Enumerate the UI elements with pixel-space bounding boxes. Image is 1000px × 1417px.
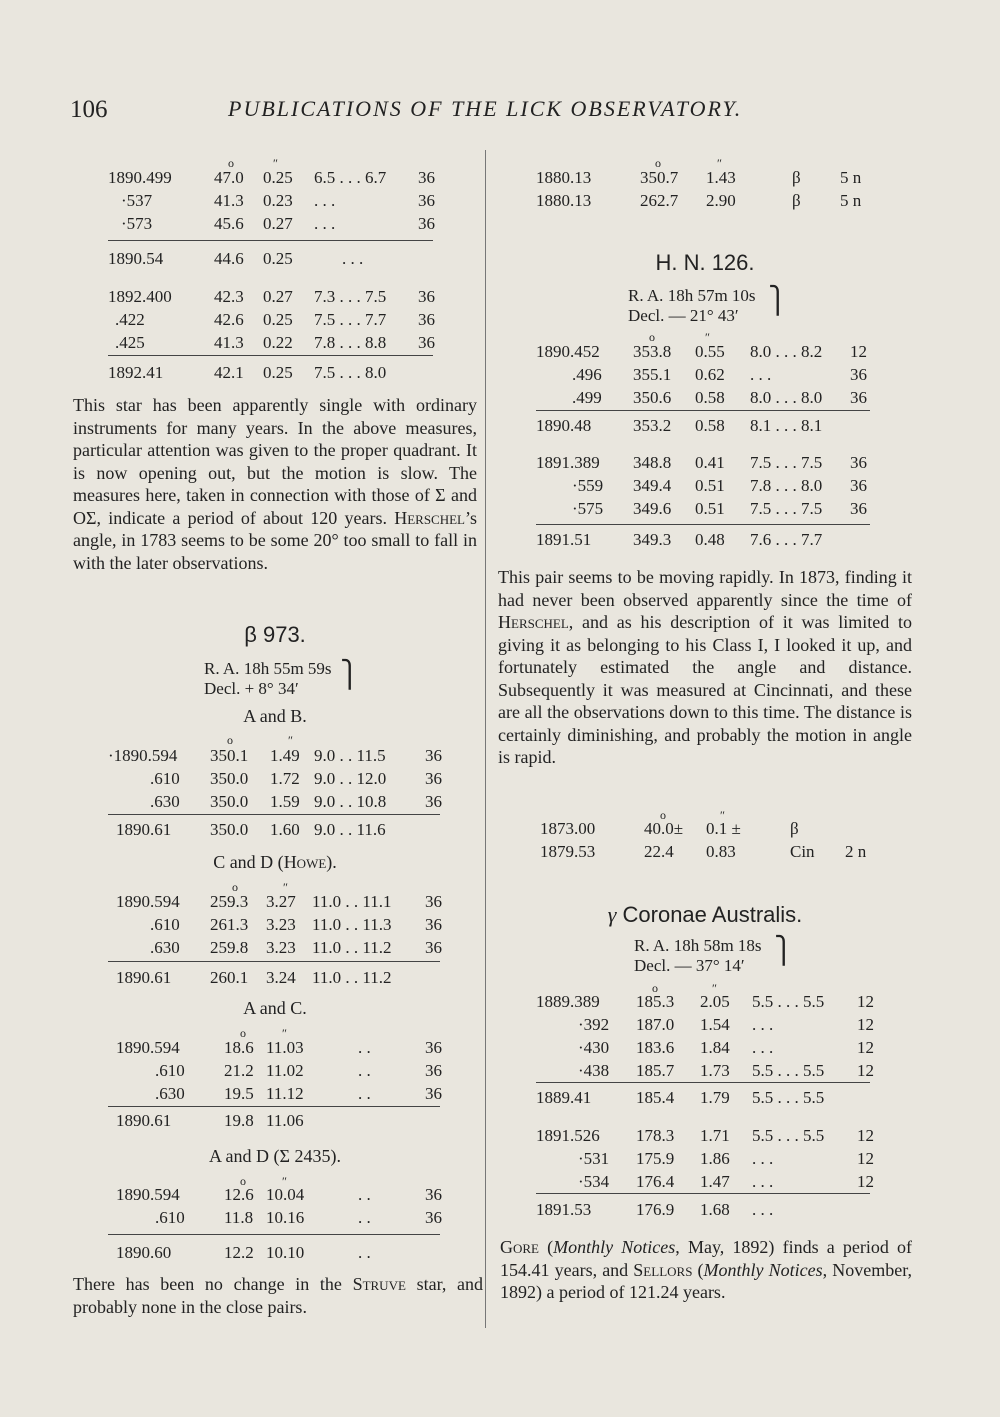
epoch-cell: 1873.00 <box>540 819 596 838</box>
paragraph-text: , November, 1892) a period of 121.24 years. <box>500 1259 912 1302</box>
magnitude-cell: 8.1 . . . 8.1 <box>750 416 823 435</box>
magnitude-cell: 11.0 . . 11.3 <box>312 915 392 934</box>
epoch-cell: 1890.594 <box>116 1038 180 1057</box>
magnitude-cell: 9.0 . . 12.0 <box>314 769 387 788</box>
epoch-cell: ·531 <box>578 1149 610 1168</box>
epoch-cell: 1891.526 <box>536 1126 600 1145</box>
epoch-cell: ·438 <box>578 1061 610 1080</box>
nights-cell: 12 <box>857 1015 874 1034</box>
paragraph-left-2 <box>73 1273 483 1318</box>
distance-cell: 3.24 <box>266 968 296 987</box>
epoch-cell: 1890.48 <box>536 416 592 435</box>
nights-cell: 12 <box>850 342 867 361</box>
magnitude-cell: β <box>792 168 801 187</box>
paragraph-right-1 <box>498 566 912 769</box>
angle-cell: 19.8 <box>224 1111 254 1130</box>
angle-cell: 12.2 <box>224 1243 254 1262</box>
arcsec-unit: ″ <box>282 1174 287 1188</box>
epoch-cell: 1890.594 <box>116 892 180 911</box>
source-title: Monthly Notices <box>703 1259 823 1280</box>
epoch-cell: 1892.400 <box>108 287 172 306</box>
angle-cell: 175.9 <box>636 1149 675 1168</box>
dec-value: + 8° 34′ <box>244 679 299 698</box>
magnitude-cell: 7.8 . . . 8.0 <box>750 476 823 495</box>
epoch-cell: 1889.41 <box>536 1088 592 1107</box>
angle-cell: 349.6 <box>633 499 672 518</box>
angle-cell: 350.7 <box>640 168 679 187</box>
angle-cell: 42.3 <box>214 287 244 306</box>
degree-unit: o <box>660 808 666 822</box>
nights-cell: 36 <box>425 1061 442 1080</box>
nights-cell: 36 <box>425 1084 442 1103</box>
magnitude-cell: . . <box>358 1185 371 1204</box>
angle-cell: 349.3 <box>633 530 672 549</box>
nights-cell: 12 <box>857 1126 874 1145</box>
angle-cell: 41.3 <box>214 333 244 352</box>
distance-cell: 0.25 <box>263 310 293 329</box>
magnitude-cell: 8.0 . . . 8.0 <box>750 388 823 407</box>
angle-cell: 353.2 <box>633 416 672 435</box>
subhead-text: C and D ( <box>213 852 284 872</box>
nights-cell: 36 <box>425 792 442 811</box>
distance-cell: 0.51 <box>695 476 725 495</box>
angle-cell: 178.3 <box>636 1126 675 1145</box>
distance-cell: 0.58 <box>695 416 725 435</box>
ra-value: 18h 57m 10s <box>667 286 756 305</box>
nights-cell: 36 <box>425 915 442 934</box>
table-rule <box>108 814 440 815</box>
epoch-cell: 1890.499 <box>108 168 172 187</box>
degree-unit: o <box>649 330 655 344</box>
nights-cell: 2 n <box>845 842 867 861</box>
table-rule <box>108 1234 440 1235</box>
arcsec-unit: ″ <box>720 808 725 822</box>
nights-cell: 36 <box>425 1208 442 1227</box>
paragraph-text: star, and probably none in the close pairs. <box>73 1274 483 1317</box>
paragraph-text: ’s angle, in 1783 seems to be some 20° too small to fall in with the later observations. <box>73 507 478 573</box>
angle-cell: 47.0 <box>214 168 244 187</box>
table-rule <box>536 524 870 525</box>
angle-cell: 261.3 <box>210 915 249 934</box>
greek-letter: γ <box>607 902 617 927</box>
magnitude-cell: 7.5 . . . 7.5 <box>750 453 823 472</box>
magnitude-cell: 6.5 . . . 6.7 <box>314 168 387 187</box>
nights-cell: 36 <box>425 938 442 957</box>
distance-cell: 0.27 <box>263 214 293 233</box>
magnitude-cell: . . . <box>752 1038 774 1057</box>
distance-cell: 0.48 <box>695 530 725 549</box>
nights-cell: 36 <box>425 1038 442 1057</box>
epoch-cell: 1890.60 <box>116 1243 172 1262</box>
angle-cell: 259.3 <box>210 892 249 911</box>
angle-cell: 45.6 <box>214 214 244 233</box>
angle-cell: 22.4 <box>644 842 674 861</box>
epoch-cell: ·575 <box>572 499 604 518</box>
distance-cell: 10.10 <box>266 1243 305 1262</box>
angle-cell: 349.4 <box>633 476 672 495</box>
arcsec-unit: ″ <box>288 733 293 747</box>
magnitude-cell: 7.5 . . . 7.5 <box>750 499 823 518</box>
angle-cell: 187.0 <box>636 1015 675 1034</box>
ra-label: R. A. <box>634 936 670 955</box>
angle-cell: 18.6 <box>224 1038 254 1057</box>
epoch-cell: 1879.53 <box>540 842 596 861</box>
angle-cell: 350.0 <box>210 820 249 839</box>
nights-cell: 36 <box>425 746 442 765</box>
subhead-ad: A and D (Σ 2435). <box>209 1146 341 1166</box>
magnitude-cell: . . . <box>342 249 364 268</box>
dec-value: — 37° 14′ <box>674 956 745 975</box>
paragraph-text: , and as his description of it was limited to giving it as belonging to his Class I, I looked it up, and fortunately estimated the angle and distance. Subsequently it was measured at Cincinnati, and these are all the observations down to this time. The distance is certainly diminishing, and probably the motion in angle is rapid. <box>498 612 912 767</box>
angle-cell: 12.6 <box>224 1185 254 1204</box>
degree-unit: o <box>227 733 233 747</box>
epoch-cell: 1890.61 <box>116 1111 172 1130</box>
name-herschel: Herschel <box>498 612 569 632</box>
distance-cell: 0.83 <box>706 842 736 861</box>
magnitude-cell: . . <box>358 1208 371 1227</box>
epoch-cell: ·392 <box>578 1015 610 1034</box>
epoch-cell: 1880.13 <box>536 191 592 210</box>
epoch-cell: 1890.594 <box>116 1185 180 1204</box>
table-rule <box>536 410 870 411</box>
brace-icon: ⎫ <box>768 286 788 315</box>
magnitude-cell: β <box>792 191 801 210</box>
epoch-cell: 1891.53 <box>536 1200 592 1219</box>
page-number: 106 <box>70 96 108 123</box>
magnitude-cell: 7.5 . . . 8.0 <box>314 363 387 382</box>
table-rule <box>108 240 433 241</box>
nights-cell: 36 <box>850 365 867 384</box>
nights-cell: 36 <box>850 453 867 472</box>
magnitude-cell: 7.6 . . . 7.7 <box>750 530 823 549</box>
magnitude-cell: β <box>790 819 799 838</box>
distance-cell: 1.71 <box>700 1126 730 1145</box>
distance-cell: 0.51 <box>695 499 725 518</box>
radec-block <box>204 659 332 699</box>
degree-unit: o <box>655 156 661 170</box>
distance-cell: 3.23 <box>266 915 296 934</box>
angle-cell: 259.8 <box>210 938 249 957</box>
distance-cell: 10.04 <box>266 1185 305 1204</box>
epoch-cell: ·559 <box>572 476 604 495</box>
arcsec-unit: ″ <box>712 981 717 995</box>
distance-cell: 0.25 <box>263 249 293 268</box>
magnitude-cell: 8.0 . . . 8.2 <box>750 342 823 361</box>
epoch-cell: .499 <box>572 388 602 407</box>
magnitude-cell: Cin <box>790 842 815 861</box>
nights-cell: 12 <box>857 1149 874 1168</box>
magnitude-cell: 11.0 . . 11.2 <box>312 938 392 957</box>
angle-cell: 185.3 <box>636 992 675 1011</box>
epoch-cell: .610 <box>155 1208 185 1227</box>
title-text: Coronae Australis. <box>622 902 803 927</box>
angle-cell: 41.3 <box>214 191 244 210</box>
magnitude-cell: . . . <box>314 191 336 210</box>
nights-cell: 36 <box>425 1185 442 1204</box>
dec-value: — 21° 43′ <box>668 306 739 325</box>
name-gore: Gore <box>500 1237 539 1257</box>
arcsec-unit: ″ <box>717 156 722 170</box>
arcsec-unit: ″ <box>273 156 278 170</box>
angle-cell: 350.6 <box>633 388 672 407</box>
angle-cell: 348.8 <box>633 453 672 472</box>
epoch-cell: 1890.54 <box>108 249 164 268</box>
distance-cell: 3.27 <box>266 892 296 911</box>
source-title: Monthly Notices <box>553 1237 676 1257</box>
epoch-cell: 1889.389 <box>536 992 600 1011</box>
epoch-cell: .425 <box>115 333 145 352</box>
nights-cell: 36 <box>418 333 435 352</box>
epoch-cell: ·1890.594 <box>108 746 178 765</box>
distance-cell: 10.16 <box>266 1208 305 1227</box>
angle-cell: 260.1 <box>210 968 249 987</box>
epoch-cell: .630 <box>150 938 180 957</box>
dec-label: Decl. <box>204 679 241 698</box>
distance-cell: 0.62 <box>695 365 725 384</box>
angle-cell: 350.1 <box>210 746 249 765</box>
epoch-cell: 1891.51 <box>536 530 592 549</box>
magnitude-cell: 9.0 . . 11.5 <box>314 746 386 765</box>
nights-cell: 36 <box>418 214 435 233</box>
distance-cell: 1.60 <box>270 820 300 839</box>
magnitude-cell: 5.5 . . . 5.5 <box>752 1088 825 1107</box>
distance-cell: 0.25 <box>263 168 293 187</box>
table-rule <box>108 1106 440 1107</box>
angle-cell: 42.1 <box>214 363 244 382</box>
epoch-cell: 1891.389 <box>536 453 600 472</box>
magnitude-cell: . . . <box>752 1200 774 1219</box>
nights-cell: 36 <box>850 388 867 407</box>
epoch-cell: ·573 <box>121 214 153 233</box>
distance-cell: 1.49 <box>270 746 300 765</box>
nights-cell: 36 <box>425 892 442 911</box>
ra-label: R. A. <box>628 286 664 305</box>
epoch-cell: .610 <box>155 1061 185 1080</box>
epoch-cell: .630 <box>150 792 180 811</box>
distance-cell: 0.27 <box>263 287 293 306</box>
subhead-text: ). <box>326 852 337 872</box>
nights-cell: 36 <box>850 476 867 495</box>
distance-cell: 0.23 <box>263 191 293 210</box>
epoch-cell: .610 <box>150 769 180 788</box>
angle-cell: 183.6 <box>636 1038 675 1057</box>
angle-cell: 11.8 <box>224 1208 254 1227</box>
magnitude-cell: . . . <box>752 1015 774 1034</box>
distance-cell: 1.72 <box>270 769 300 788</box>
paragraph-text: ( <box>692 1259 704 1280</box>
nights-cell: 12 <box>857 992 874 1011</box>
distance-cell: 0.22 <box>263 333 293 352</box>
magnitude-cell: . . <box>358 1084 371 1103</box>
magnitude-cell: 11.0 . . 11.1 <box>312 892 392 911</box>
paragraph-left-1 <box>73 394 477 574</box>
subhead-ac: A and C. <box>243 998 307 1018</box>
distance-cell: 2.05 <box>700 992 730 1011</box>
distance-cell: 0.41 <box>695 453 725 472</box>
degree-unit: o <box>240 1174 246 1188</box>
magnitude-cell: . . . <box>752 1149 774 1168</box>
angle-cell: 185.7 <box>636 1061 675 1080</box>
angle-cell: 262.7 <box>640 191 679 210</box>
magnitude-cell: 7.8 . . . 8.8 <box>314 333 387 352</box>
distance-cell: 1.84 <box>700 1038 730 1057</box>
angle-cell: 176.9 <box>636 1200 675 1219</box>
nights-cell: 5 n <box>840 191 862 210</box>
star-title-gamma-cra <box>500 902 910 928</box>
magnitude-cell: 5.5 . . . 5.5 <box>752 1061 825 1080</box>
brace-icon: ⎫ <box>774 936 794 965</box>
magnitude-cell: 9.0 . . 11.6 <box>314 820 386 839</box>
star-title-beta973: β 973. <box>244 622 306 647</box>
distance-cell: 2.90 <box>706 191 736 210</box>
name-howe: Howe <box>283 852 327 872</box>
magnitude-cell: . . . <box>752 1172 774 1191</box>
angle-cell: 176.4 <box>636 1172 675 1191</box>
epoch-cell: 1890.452 <box>536 342 600 361</box>
epoch-cell: .630 <box>155 1084 185 1103</box>
magnitude-cell: . . . <box>314 214 336 233</box>
distance-cell: 1.73 <box>700 1061 730 1080</box>
magnitude-cell: . . <box>358 1038 371 1057</box>
magnitude-cell: 11.0 . . 11.2 <box>312 968 392 987</box>
distance-cell: 1.68 <box>700 1200 730 1219</box>
distance-cell: 0.58 <box>695 388 725 407</box>
degree-unit: o <box>652 981 658 995</box>
name-sellors: Sellors <box>633 1259 693 1280</box>
subhead-ab: A and B. <box>243 706 307 726</box>
distance-cell: 11.03 <box>266 1038 304 1057</box>
table-rule <box>536 1082 870 1083</box>
epoch-cell: 1892.41 <box>108 363 164 382</box>
epoch-cell: .610 <box>150 915 180 934</box>
nights-cell: 36 <box>418 191 435 210</box>
ra-label: R. A. <box>204 659 240 678</box>
epoch-cell: ·537 <box>121 191 153 210</box>
star-title-hn126: H. N. 126. <box>655 250 755 275</box>
epoch-cell: .422 <box>115 310 145 329</box>
dec-label: Decl. <box>634 956 671 975</box>
angle-cell: 19.5 <box>224 1084 254 1103</box>
magnitude-cell: 7.3 . . . 7.5 <box>314 287 387 306</box>
angle-cell: 185.4 <box>636 1088 675 1107</box>
name-struve: Struve <box>352 1274 406 1294</box>
epoch-cell: 1890.61 <box>116 968 172 987</box>
angle-cell: 40.0± <box>644 819 684 838</box>
nights-cell: 12 <box>857 1061 874 1080</box>
running-head: PUBLICATIONS OF THE LICK OBSERVATORY. <box>228 96 743 121</box>
magnitude-cell: . . . <box>750 365 772 384</box>
brace-icon: ⎫ <box>340 660 360 689</box>
distance-cell: 1.43 <box>706 168 736 187</box>
radec-block <box>628 286 756 326</box>
arcsec-unit: ″ <box>283 880 288 894</box>
table-rule <box>108 355 433 356</box>
distance-cell: 0.25 <box>263 363 293 382</box>
distance-cell: 1.79 <box>700 1088 730 1107</box>
distance-cell: 1.59 <box>270 792 300 811</box>
paragraph-text: This pair seems to be moving rapidly. In 1873, finding it had never been observed apparently since the time of <box>498 567 912 610</box>
distance-cell: 11.06 <box>266 1111 304 1130</box>
magnitude-cell: . . <box>358 1243 371 1262</box>
nights-cell: 12 <box>857 1038 874 1057</box>
angle-cell: 350.0 <box>210 769 249 788</box>
nights-cell: 12 <box>857 1172 874 1191</box>
paragraph-text: This star has been apparently single with ordinary instruments for many years. In the above measures, particular attention was given to the proper quadrant. It is now opening out, but the motion is slow. The measures here, taken in connection with those of Σ and OΣ, indicate a period of about 120 years. <box>73 395 477 528</box>
nights-cell: 36 <box>418 310 435 329</box>
ra-value: 18h 55m 59s <box>243 659 332 678</box>
epoch-cell: .496 <box>572 365 602 384</box>
arcsec-unit: ″ <box>705 330 710 344</box>
name-herschel: Herschel <box>394 507 465 528</box>
magnitude-cell: 5.5 . . . 5.5 <box>752 992 825 1011</box>
degree-unit: o <box>232 880 238 894</box>
dec-label: Decl. <box>628 306 665 325</box>
nights-cell: 36 <box>850 499 867 518</box>
radec-block <box>634 936 762 976</box>
epoch-cell: 1890.61 <box>116 820 172 839</box>
ra-value: 18h 58m 18s <box>673 936 762 955</box>
nights-cell: 36 <box>425 769 442 788</box>
column-divider <box>485 150 486 1328</box>
magnitude-cell: 9.0 . . 10.8 <box>314 792 387 811</box>
distance-cell: 1.86 <box>700 1149 730 1168</box>
distance-cell: 0.1 ± <box>706 819 741 838</box>
paragraph-text: ( <box>539 1237 554 1257</box>
epoch-cell: 1880.13 <box>536 168 592 187</box>
degree-unit: o <box>240 1026 246 1040</box>
degree-unit: o <box>228 156 234 170</box>
table-rule <box>108 961 440 962</box>
paragraph-right-2 <box>500 1236 912 1304</box>
angle-cell: 44.6 <box>214 249 244 268</box>
angle-cell: 21.2 <box>224 1061 254 1080</box>
table-rule <box>536 1193 870 1194</box>
distance-cell: 11.12 <box>266 1084 304 1103</box>
epoch-cell: ·534 <box>578 1172 610 1191</box>
paragraph-text: There has been no change in the <box>73 1274 353 1294</box>
angle-cell: 350.0 <box>210 792 249 811</box>
subhead-cd <box>73 852 477 873</box>
distance-cell: 3.23 <box>266 938 296 957</box>
distance-cell: 0.55 <box>695 342 725 361</box>
nights-cell: 36 <box>418 168 435 187</box>
angle-cell: 42.6 <box>214 310 244 329</box>
distance-cell: 11.02 <box>266 1061 304 1080</box>
magnitude-cell: 7.5 . . . 7.7 <box>314 310 387 329</box>
arcsec-unit: ″ <box>282 1026 287 1040</box>
angle-cell: 355.1 <box>633 365 672 384</box>
angle-cell: 353.8 <box>633 342 672 361</box>
epoch-cell: ·430 <box>578 1038 610 1057</box>
magnitude-cell: . . <box>358 1061 371 1080</box>
paragraph-text: , May, 1892) finds a period of 154.41 years, and <box>500 1237 912 1280</box>
magnitude-cell: 5.5 . . . 5.5 <box>752 1126 825 1145</box>
nights-cell: 36 <box>418 287 435 306</box>
distance-cell: 1.54 <box>700 1015 730 1034</box>
nights-cell: 5 n <box>840 168 862 187</box>
distance-cell: 1.47 <box>700 1172 730 1191</box>
